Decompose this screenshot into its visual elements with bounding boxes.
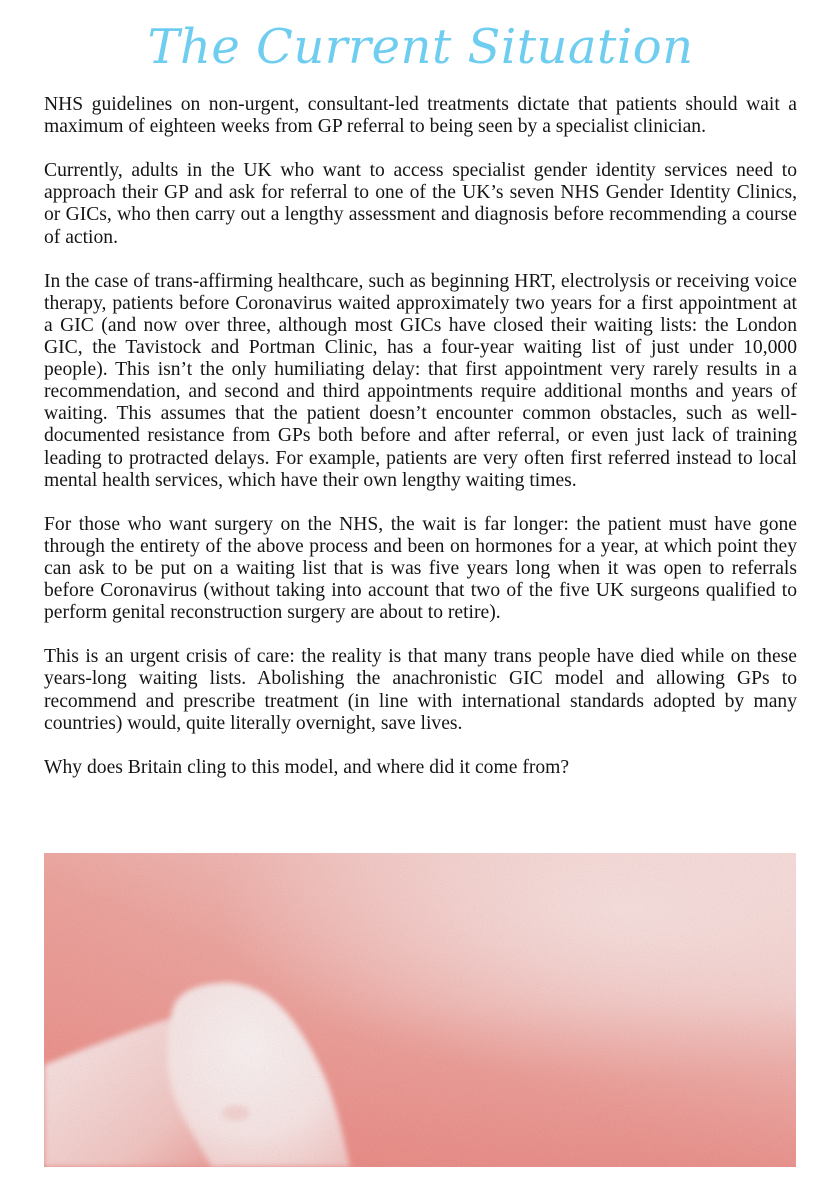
paragraph-current-access: Currently, adults in the UK who want to access specialist gender identity services need to approach their GP and ask for referral to one of the UK’s seven NHS Gender Identity Clinics, or GICs, who then carry out a lengthy assessment and diagnosis before recommending a course of action. xyxy=(44,160,797,248)
paragraph-crisis-of-care: This is an urgent crisis of care: the reality is that many trans people have died while on these years-long waiting lists. Abolishing the anachronistic GIC model and allowing GPs to recommend and prescribe treatment (in line with international standards adopted by many countries) would, quite literally overnight, save lives. xyxy=(44,646,797,734)
paragraph-closing-question: Why does Britain cling to this model, and where did it come from? xyxy=(44,756,570,778)
article-body xyxy=(44,94,797,779)
page-title: The Current Situation xyxy=(147,19,694,75)
paragraph-surgery-wait: For those who want surgery on the NHS, the wait is far longer: the patient must have gone through the entirety of the above process and been on hormones for a year, at which point they can ask to be put on a waiting list that is was five years long when it was open to referrals before Coronavirus (without taking into account that two of the five UK surgeons qualified to perform genital reconstruction surgery are about to retire). xyxy=(44,513,797,624)
hand-photo-figure xyxy=(44,853,796,1167)
hand-photo-image xyxy=(44,853,796,1167)
paragraph-nhs-guidelines: NHS guidelines on non-urgent, consultant-led treatments dictate that patients should wait a maximum of eighteen weeks from GP referral to being seen by a specialist clinician. xyxy=(44,94,797,138)
page-content xyxy=(44,0,797,801)
paragraph-waiting-times: In the case of trans-affirming healthcare, such as beginning HRT, electrolysis or receiving voice therapy, patients before Coronavirus waited approximately two years for a first appointment at a GIC (and now over three, although most GICs have closed their waiting lists: the London GIC, the Tavistock and Portman Clinic, has a four-year waiting list of just under 10,000 people). This isn’t the only humiliating delay: that first appointment very rarely results in a recommendation, and second and third appointments require additional months and years of waiting. This assumes that the patient doesn’t encounter common obstacles, such as well-documented resistance from GPs both before and after referral, or even just lack of training leading to protracted delays. For example, patients are very often first referred instead to local mental health services, which have their own lengthy waiting times. xyxy=(44,270,797,491)
